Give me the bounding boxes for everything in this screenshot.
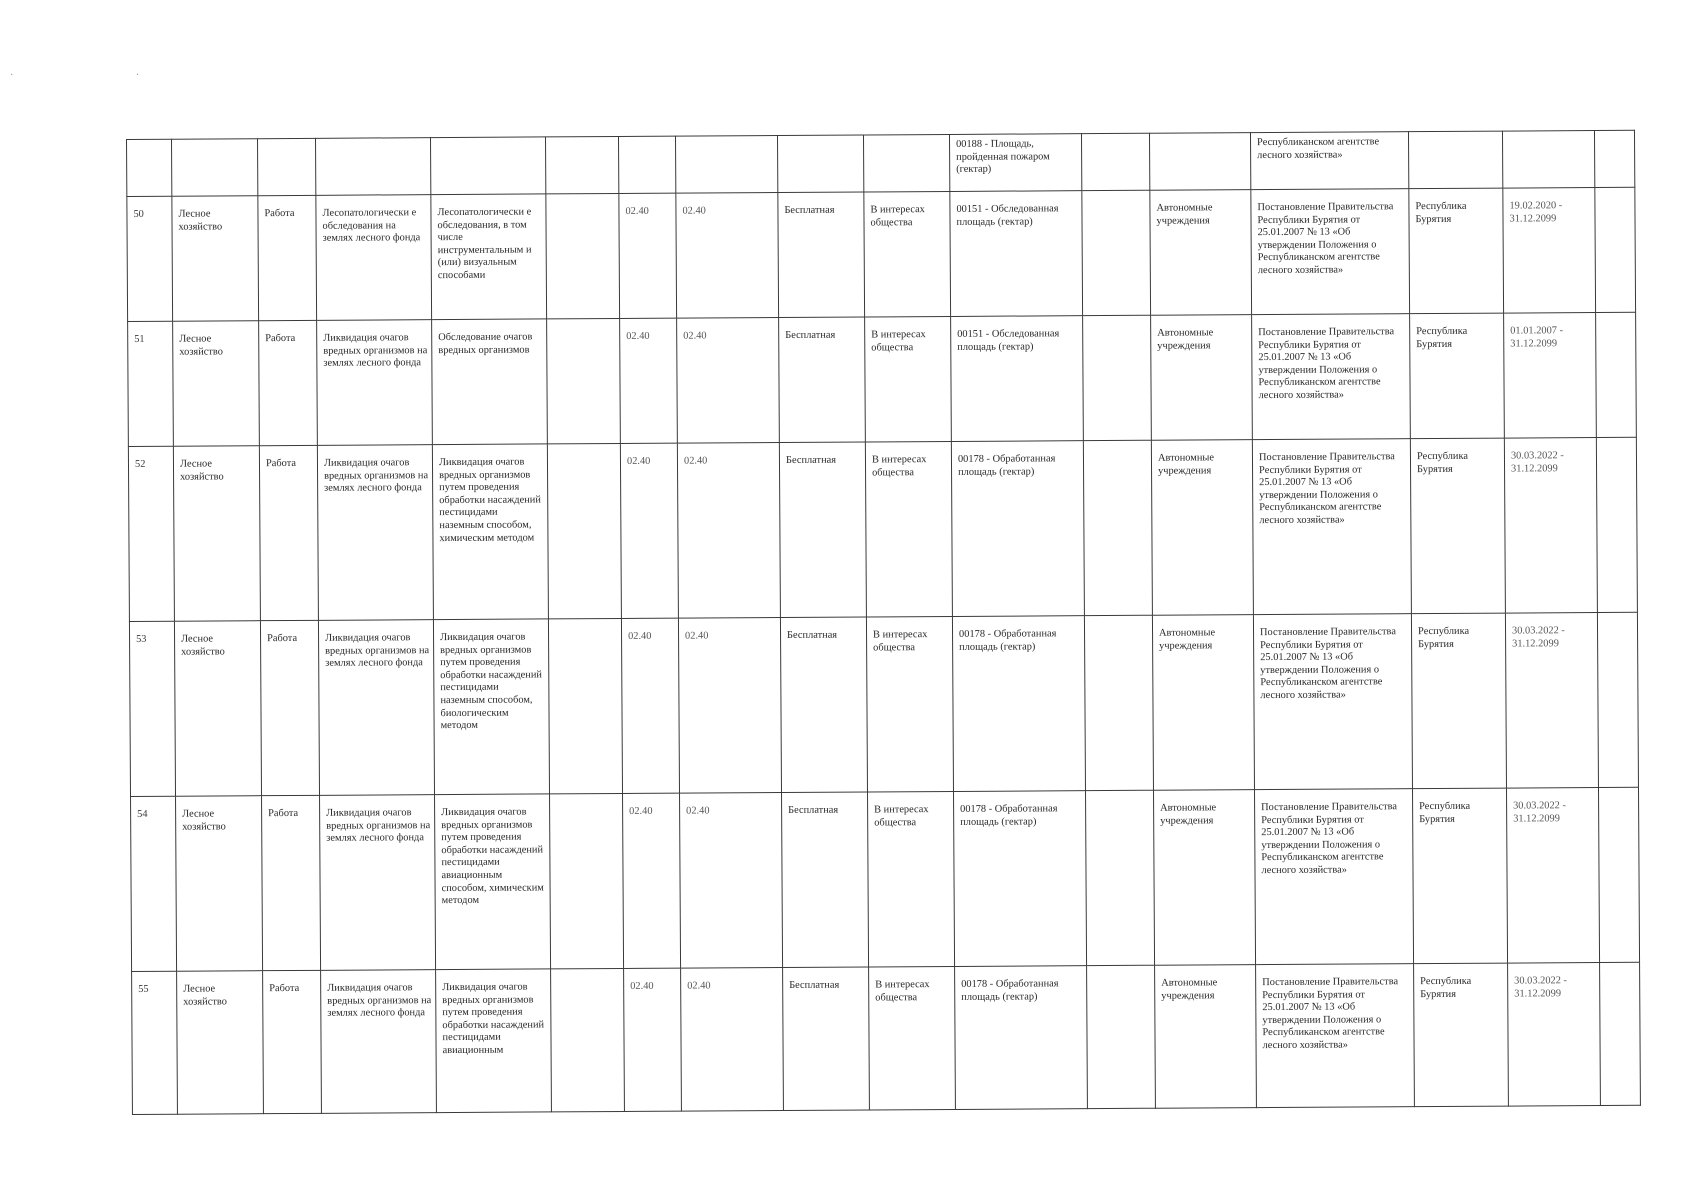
- cell-interest: В интересах общества: [866, 616, 953, 792]
- cell-indicator: 00188 - Площадь, пройденная пожаром (гектар): [949, 134, 1081, 192]
- cell-name: Ликвидация очагов вредных организмов на землях лесного фонда: [320, 795, 436, 971]
- cell-e2: [1087, 965, 1156, 1108]
- cell-content: Ликвидация очагов вредных организмов путем проведения обработки насаждений пестицидами авиационным: [436, 969, 552, 1113]
- cell-e1: [545, 136, 618, 193]
- cell-indicator: 00151 - Обследованная площадь (гектар): [951, 316, 1084, 442]
- table-row: [132, 962, 1641, 1114]
- cell-period: 30.03.2022 - 31.12.2099: [1504, 438, 1597, 614]
- cell-interest: [863, 134, 949, 192]
- cell-region: Республика Бурятия: [1414, 963, 1509, 1107]
- cell-okved2: 02.40: [676, 193, 779, 319]
- cell-pay: Бесплатная: [782, 792, 869, 968]
- cell-content: Обследование очагов вредных организмов: [432, 319, 548, 445]
- cell-e1: [550, 793, 624, 968]
- cell-document: Постановление Правительства Республики Бурятия от 25.01.2007 № 13 «Об утверждении Положения о Республиканском агентстве лесного хозяйства»: [1251, 189, 1410, 315]
- cell-e3: [1596, 437, 1637, 612]
- cell-institution: Автономные учреждения: [1152, 615, 1254, 791]
- cell-pay: Бесплатная: [783, 967, 870, 1111]
- cell-e2: [1083, 315, 1152, 440]
- cell-region: Республика Бурятия: [1411, 613, 1506, 789]
- cell-num: [127, 139, 172, 196]
- cell-e2: [1081, 133, 1149, 190]
- cell-name: Ликвидация очагов вредных организмов на землях лесного фонда: [317, 445, 433, 621]
- cell-pay: [777, 135, 863, 193]
- cell-e1: [546, 193, 620, 318]
- cell-type: Работа: [262, 795, 321, 970]
- cell-num: 51: [128, 321, 174, 446]
- cell-e3: [1594, 130, 1634, 187]
- cell-okved2: 02.40: [678, 618, 781, 794]
- cell-institution: [1149, 133, 1250, 191]
- cell-document: Постановление Правительства Республики Бурятия от 25.01.2007 № 13 «Об утверждении Положения о Республиканском агентстве лесного хозяйства»: [1252, 314, 1411, 440]
- cell-e1: [548, 618, 622, 793]
- cell-okved1: 02.40: [619, 193, 677, 318]
- cell-content: Ликвидация очагов вредных организмов путем проведения обработки насаждений пестицидами наземным способом, биологическим методом: [433, 619, 549, 795]
- cell-num: 55: [132, 971, 178, 1114]
- cell-region: Республика Бурятия: [1410, 438, 1505, 614]
- cell-name: Ликвидация очагов вредных организмов на землях лесного фонда: [321, 970, 437, 1114]
- cell-interest: В интересах общества: [865, 441, 952, 617]
- cell-institution: Автономные учреждения: [1155, 965, 1257, 1109]
- cell-region: Республика Бурятия: [1412, 788, 1507, 964]
- scan-artifact: · ·: [10, 70, 200, 81]
- cell-sphere: Лесное хозяйство: [172, 196, 259, 322]
- table-row: [127, 187, 1636, 321]
- table-row: [127, 130, 1635, 196]
- cell-indicator: 00178 - Обработанная площадь (гектар): [951, 441, 1084, 617]
- cell-period: [1502, 131, 1594, 189]
- cell-e3: [1600, 962, 1641, 1105]
- cell-name: Ликвидация очагов вредных организмов на землях лесного фонда: [318, 620, 434, 796]
- cell-content: [430, 137, 545, 195]
- cell-sphere: Лесное хозяйство: [176, 796, 263, 972]
- cell-interest: В интересах общества: [865, 316, 952, 442]
- cell-okved2: 02.40: [681, 968, 784, 1112]
- cell-type: Работа: [259, 320, 318, 445]
- cell-indicator: 00178 - Обработанная площадь (гектар): [955, 966, 1088, 1110]
- cell-type: Работа: [258, 195, 317, 320]
- cell-type: [258, 138, 316, 195]
- cell-institution: Автономные учреждения: [1151, 315, 1253, 441]
- cell-okved2: 02.40: [677, 318, 780, 444]
- cell-num: 52: [128, 446, 174, 621]
- cell-okved1: 02.40: [621, 618, 679, 793]
- cell-type: Работа: [259, 445, 318, 620]
- cell-institution: Автономные учреждения: [1151, 440, 1253, 616]
- cell-content: Ликвидация очагов вредных организмов путем проведения обработки насаждений пестицидами наземным способом, химическим методом: [432, 444, 548, 620]
- cell-pay: Бесплатная: [779, 442, 866, 618]
- cell-e2: [1084, 615, 1153, 790]
- cell-num: 53: [129, 621, 175, 796]
- cell-document: Постановление Правительства Республики Бурятия от 25.01.2007 № 13 «Об утверждении Положения о Республиканском агентстве лесного хозяйства»: [1254, 789, 1413, 965]
- cell-sphere: Лесное хозяйство: [177, 971, 264, 1115]
- cell-period: 19.02.2020 - 31.12.2099: [1503, 188, 1596, 314]
- cell-document: Постановление Правительства Республики Бурятия от 25.01.2007 № 13 «Об утверждении Положения о Республиканском агентстве лесного хозяйства»: [1256, 964, 1415, 1108]
- cell-document: Постановление Правительства Республики Бурятия от 25.01.2007 № 13 «Об утверждении Положения о Республиканском агентстве лесного хозяйства»: [1253, 614, 1412, 790]
- table-row: [131, 787, 1640, 971]
- cell-institution: Автономные учреждения: [1153, 790, 1255, 966]
- cell-sphere: Лесное хозяйство: [173, 321, 260, 447]
- cell-document: Постановление Правительства Республики Бурятия от 25.01.2007 № 13 «Об утверждении Положения о Республиканском агентстве лесного хозяйства»: [1252, 439, 1411, 615]
- cell-okved2: 02.40: [677, 443, 780, 619]
- cell-okved1: [618, 136, 675, 193]
- cell-institution: Автономные учреждения: [1150, 190, 1252, 316]
- cell-indicator: 00178 - Обработанная площадь (гектар): [954, 791, 1087, 967]
- cell-content: Лесопатологически е обследования, в том числе инструментальным и (или) визуальным способами: [431, 194, 547, 320]
- cell-e3: [1598, 787, 1639, 962]
- cell-region: Республика Бурятия: [1409, 188, 1504, 314]
- cell-pay: Бесплатная: [778, 192, 865, 318]
- cell-okved1: 02.40: [620, 318, 678, 443]
- cell-e2: [1082, 190, 1151, 315]
- cell-document: Республиканском агентстве лесного хозяйства»: [1250, 132, 1408, 190]
- cell-num: 54: [131, 796, 177, 971]
- cell-e3: [1595, 187, 1636, 312]
- cell-e2: [1083, 440, 1152, 615]
- cell-period: 30.03.2022 - 31.12.2099: [1508, 963, 1601, 1107]
- cell-name: [315, 138, 430, 196]
- table-row: [128, 312, 1637, 446]
- cell-okved1: 02.40: [623, 793, 681, 968]
- cell-sphere: Лесное хозяйство: [174, 621, 261, 797]
- cell-e3: [1596, 312, 1637, 437]
- cell-interest: В интересах общества: [868, 791, 955, 967]
- cell-sphere: [172, 139, 258, 197]
- cell-okved1: 02.40: [624, 968, 682, 1111]
- cell-content: Ликвидация очагов вредных организмов путем проведения обработки насаждений пестицидами авиационным способом, химическим методом: [435, 794, 551, 970]
- table-row: [129, 612, 1638, 796]
- cell-period: 30.03.2022 - 31.12.2099: [1506, 788, 1599, 964]
- cell-okved2: [675, 136, 777, 194]
- cell-e3: [1597, 612, 1638, 787]
- cell-e1: [547, 443, 621, 618]
- cell-name: Лесопатологически е обследования на землях лесного фонда: [316, 195, 432, 321]
- cell-pay: Бесплатная: [780, 617, 867, 793]
- table-row: [128, 437, 1637, 621]
- cell-type: Работа: [260, 620, 319, 795]
- cell-indicator: 00178 - Обработанная площадь (гектар): [952, 616, 1085, 792]
- cell-region: [1408, 131, 1502, 189]
- registry-table: [126, 130, 1641, 1115]
- cell-name: Ликвидация очагов вредных организмов на землях лесного фонда: [317, 320, 433, 446]
- cell-period: 01.01.2007 - 31.12.2099: [1504, 313, 1597, 439]
- cell-sphere: Лесное хозяйство: [173, 446, 260, 622]
- cell-num: 50: [127, 196, 173, 321]
- cell-e1: [551, 968, 625, 1111]
- cell-okved1: 02.40: [620, 443, 678, 618]
- cell-pay: Бесплатная: [779, 317, 866, 443]
- cell-interest: В интересах общества: [864, 191, 951, 317]
- cell-period: 30.03.2022 - 31.12.2099: [1505, 613, 1598, 789]
- cell-okved2: 02.40: [680, 793, 783, 969]
- cell-interest: В интересах общества: [869, 966, 956, 1110]
- cell-indicator: 00151 - Обследованная площадь (гектар): [950, 191, 1083, 317]
- cell-e2: [1085, 790, 1154, 965]
- cell-region: Республика Бурятия: [1410, 313, 1505, 439]
- cell-type: Работа: [263, 970, 322, 1113]
- cell-e1: [547, 318, 621, 443]
